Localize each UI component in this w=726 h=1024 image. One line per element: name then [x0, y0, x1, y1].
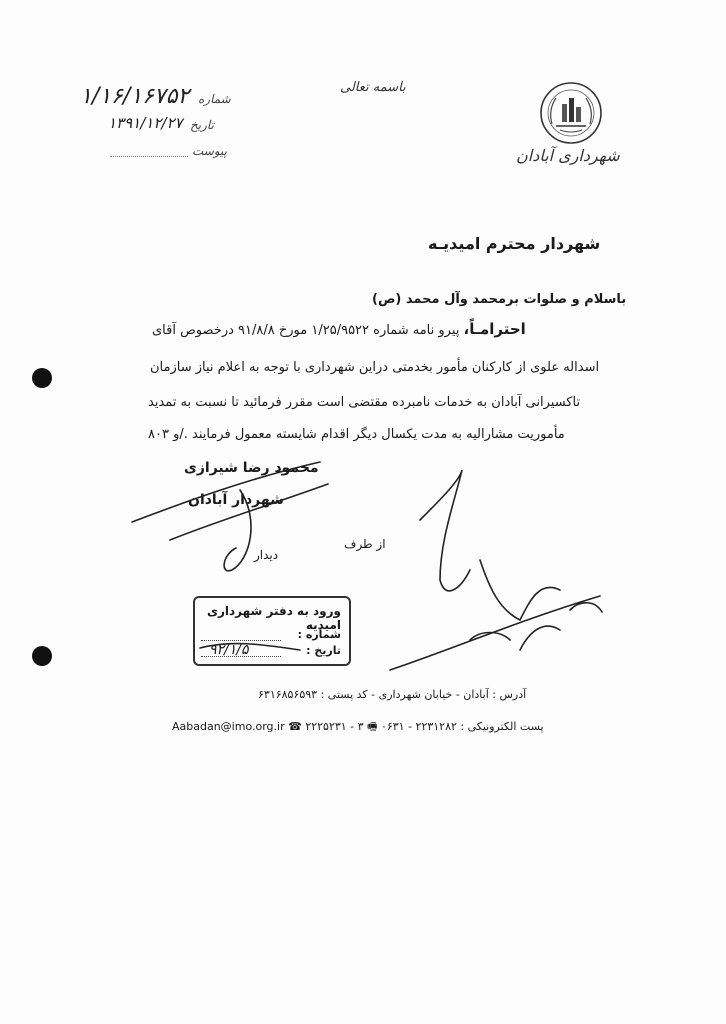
handwritten-date-digits	[470, 603, 602, 650]
letter-number-value: ۱/۱۶/۱۶۷۵۲	[80, 84, 190, 109]
letter-date-label: تاریخ	[190, 118, 214, 132]
body-line-3: تاکسیرانی آبادان به خدمات نامبرده مقتضی است مقرر فرمائید تا نسبت به تمدید	[148, 395, 581, 410]
stamp-number-label: شماره :	[297, 628, 341, 641]
visit-label: دیدار	[254, 548, 279, 562]
attachment-line	[110, 156, 188, 157]
on-behalf-label: از طرف	[344, 537, 386, 551]
phone-icon: ☎	[288, 720, 302, 733]
handwritten-note	[420, 470, 470, 591]
fax-number: ۰۶۳۱ - ۲۲۳۱۲۸۲	[380, 720, 457, 733]
municipality-logo	[538, 80, 604, 146]
letter-heading-mark: باسمه تعالی	[340, 80, 406, 95]
attachment-label: پیوست	[192, 144, 227, 158]
greeting: باسلام و صلوات برمحمد وآل محمد (ص)	[372, 292, 627, 307]
footer-contact	[172, 718, 544, 737]
email-label: پست الکترونیکی :	[460, 720, 544, 733]
signatory-name: محمود رضا شیرازی	[184, 460, 319, 476]
punch-hole-top	[32, 368, 52, 388]
fax-icon: 🖷	[367, 720, 378, 733]
body-line-1-text: پیرو نامه شماره ۱/۲۵/۹۵۲۲ مورخ ۹۱/۸/۸ درخصوص آقای	[152, 323, 464, 338]
body-line-1	[152, 320, 526, 338]
handwritten-note-2	[480, 560, 560, 620]
letter-date-value: ۱۳۹۱/۱۲/۲۷	[108, 114, 183, 132]
body-line-2: اسداله علوی از کارکنان مأمور بخدمتی دراین شهرداری با توجه به اعلام نیاز سازمان	[150, 360, 600, 375]
entry-stamp	[193, 596, 351, 666]
letter-number-label: شماره	[198, 92, 231, 106]
handwritten-date-scrawl	[390, 596, 600, 670]
body-line-4: مأموریت مشارالیه به مدت یکسال دیگر اقدام شایسته معمول فرمایند ./و ۸۰۳	[148, 427, 565, 442]
organization-name: شهرداری آبادان	[516, 146, 620, 165]
footer-address: آدرس : آبادان - خیابان شهرداری - کد پستی : ۶۳۱۶۸۵۶۵۹۳	[258, 688, 527, 701]
email-address[interactable]: Aabadan@imo.org.ir	[172, 720, 285, 733]
salutation-word: احترامـاً،	[463, 320, 526, 338]
phone-number: ۲۲۲۵۲۳۱ - ۳	[305, 720, 364, 733]
stamp-title: ورود به دفتر شهرداری امیدیه	[206, 604, 341, 632]
stamp-date-label: تاریخ :	[306, 644, 341, 657]
signatory-title: شهردار آبادان	[188, 492, 284, 508]
stamp-number-line	[201, 640, 281, 641]
punch-hole-bottom	[32, 646, 52, 666]
recipient: شهردار محترم امیدیـه	[428, 234, 601, 253]
stamp-date-value: ۹۲/۱/۵	[209, 642, 249, 658]
